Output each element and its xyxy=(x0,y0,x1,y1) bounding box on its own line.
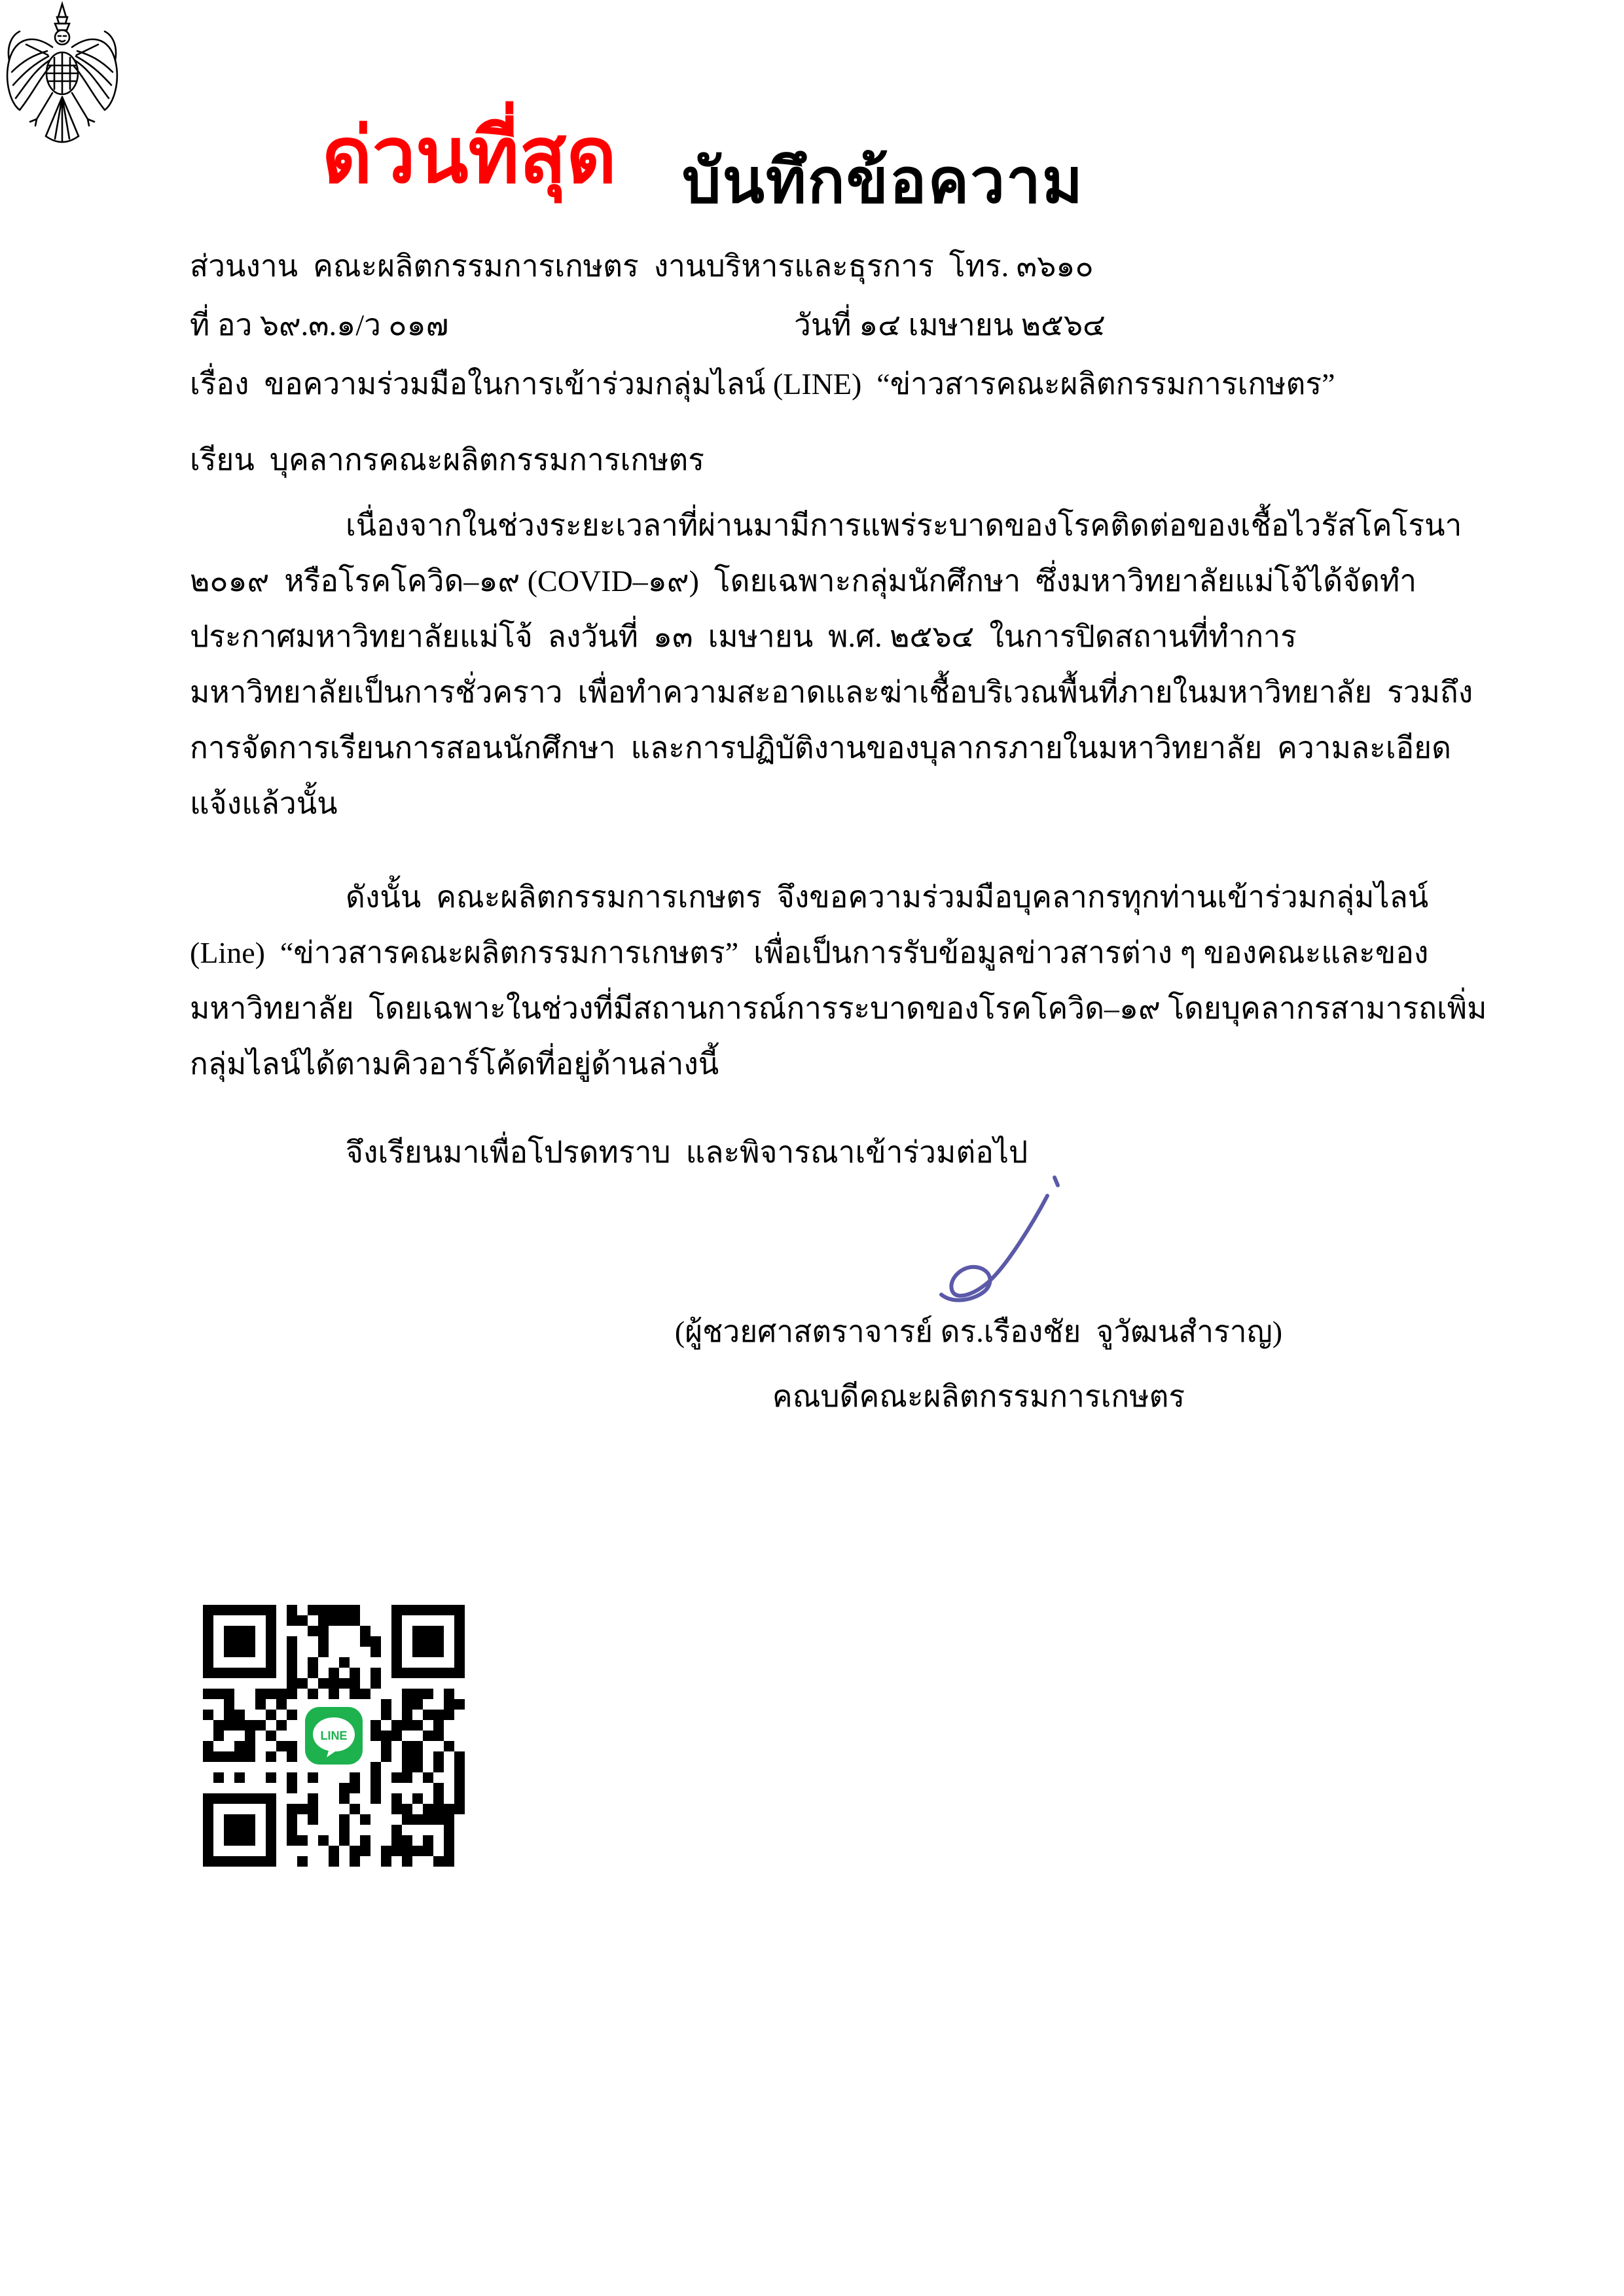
signatory-position: คณบดีคณะผลิตกรรมการเกษตร xyxy=(772,1380,1185,1413)
signatory-block xyxy=(674,1304,1283,1424)
body-text-line: แจ้งแล้วนั้น xyxy=(190,787,338,820)
body-text-line: การจัดการเรียนการสอนนักศึกษา และการปฏิบัติงานของบุลากรภายในมหาวิทยาลัย ความละเอียด xyxy=(190,731,1451,764)
closing-line-block xyxy=(190,1124,1460,1180)
line-app-icon xyxy=(300,1702,368,1770)
signatory-name: (ผู้ชวยศาสตราจารย์ ดร.เรืองชัย จูวัฒนสำราญ) xyxy=(674,1315,1283,1348)
garuda-emblem-icon xyxy=(0,0,124,152)
body-text-line: มหาวิทยาลัยเป็นการชั่วคราว เพื่อทำความสะอาดและฆ่าเชื้อบริเวณพื้นที่ภายในมหาวิทยาลัย รวมถึง xyxy=(190,675,1473,709)
paragraph-1 xyxy=(190,497,1473,831)
recipient-line: เรียน บุคลากรคณะผลิตกรรมการเกษตร xyxy=(190,443,704,476)
subject-line: เรื่อง ขอความร่วมมือในการเข้าร่วมกลุ่มไลน์ (LINE) “ข่าวสารคณะผลิตกรรมการเกษตร” xyxy=(190,367,1335,401)
body-text-line: กลุ่มไลน์ได้ตามคิวอาร์โค้ดที่อยู่ด้านล่างนี้ xyxy=(190,1047,719,1081)
line-icon-label: LINE xyxy=(320,1729,348,1742)
line-icon-green-square xyxy=(305,1707,363,1765)
line-icon-bubble xyxy=(305,1707,363,1765)
doc-number-line: ที่ อว ๖๙.๓.๑/ว ๐๑๗ xyxy=(190,308,449,342)
body-text-line: มหาวิทยาลัย โดยเฉพาะในช่วงที่มีสถานการณ์การระบาดของโรคโควิด–๑๙ โดยบุคลากรสามารถเพิ่ม xyxy=(190,992,1487,1025)
body-text-line: (Line) “ข่าวสารคณะผลิตกรรมการเกษตร” เพื่อเป็นการรับข้อมูลข่าวสารต่าง ๆ ของคณะและของ xyxy=(190,936,1429,969)
signature-ink-icon xyxy=(926,1168,1064,1318)
body-text-line: ๒๐๑๙ หรือโรคโควิด–๑๙ (COVID–๑๙) โดยเฉพาะกลุ่มนักศึกษา ซึ่งมหาวิทยาลัยแม่โจ้ได้จัดทำ xyxy=(190,564,1417,598)
urgency-stamp: ด่วนที่สุด xyxy=(322,113,617,199)
date-line: วันที่ ๑๔ เมษายน ๒๕๖๔ xyxy=(794,308,1106,342)
department-line: ส่วนงาน คณะผลิตกรรมการเกษตร งานบริหารและธุรการ โทร. ๓๖๑๐ xyxy=(190,249,1094,283)
memo-title: บันทึกข้อความ xyxy=(682,148,1084,216)
body-text-line: ดังนั้น คณะผลิตกรรมการเกษตร จึงขอความร่วมมือบุคลากรทุกท่านเข้าร่วมกลุ่มไลน์ xyxy=(346,880,1429,914)
closing-line: จึงเรียนมาเพื่อโปรดทราบ และพิจารณาเข้าร่วมต่อไป xyxy=(346,1136,1028,1169)
paragraph-2 xyxy=(190,869,1487,1092)
body-text-line: เนื่องจากในช่วงระยะเวลาที่ผ่านมามีการแพร่ระบาดของโรคติดต่อของเชื้อไวรัสโคโรนา xyxy=(346,509,1462,542)
body-text-line: ประกาศมหาวิทยาลัยแม่โจ้ ลงวันที่ ๑๓ เมษายน พ.ศ. ๒๕๖๔ ในการปิดสถานที่ทำการ xyxy=(190,620,1297,653)
